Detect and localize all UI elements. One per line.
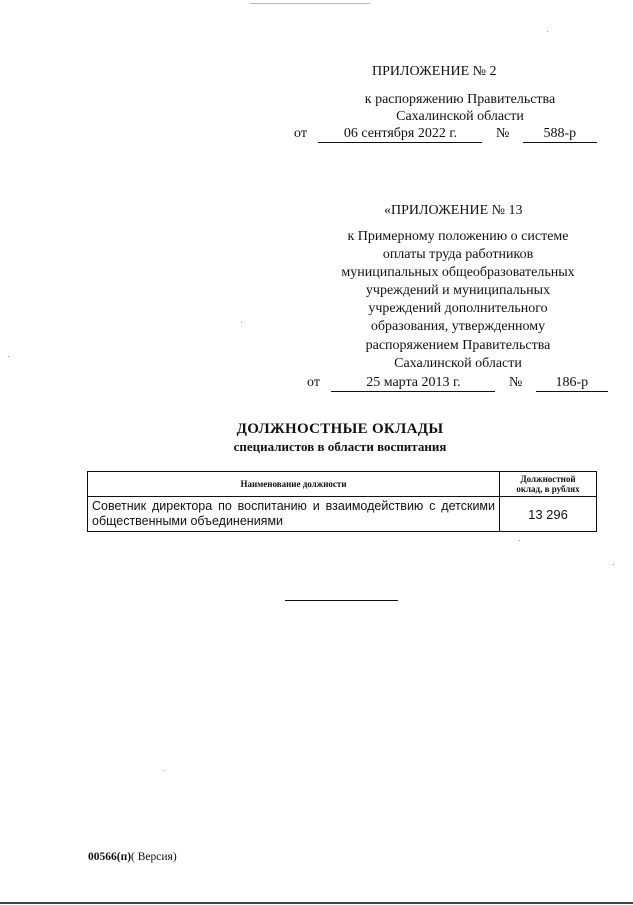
appendix13-line: учреждений и муниципальных [365,283,551,298]
page-title: ДОЛЖНОСТНЫЕ ОКЛАДЫ [236,421,444,437]
appendix2-no-label: № [495,126,510,141]
column-header-position: Наименование должности [88,472,500,497]
scan-speck [8,356,9,357]
appendix13-title: «ПРИЛОЖЕНИЕ № 13 [384,203,523,218]
footer-code-line [88,851,177,863]
scan-speck [163,770,164,771]
scan-speck [519,540,520,541]
table-row [88,497,597,532]
appendix2-line1: к распоряжению Правительства [364,92,556,107]
appendix13-line: образования, утвержденному [370,319,546,334]
scan-edge-line [250,3,370,4]
page-subtitle: специалистов в области воспитания [233,439,447,454]
appendix13-line: оплаты труда работников [382,247,534,262]
column-header-salary [500,472,597,497]
appendix13-line: распоряжением Правительства [365,338,551,353]
appendix13-line: учреждений дополнительного [368,301,548,316]
scan-bottom-edge [0,902,633,904]
appendix13-line: к Примерному положению о системе [347,229,569,244]
appendix2-from-label: от [294,126,307,141]
scan-speck [241,322,242,323]
appendix2-number: 588-р [523,126,597,143]
appendix2-title: ПРИЛОЖЕНИЕ № 2 [372,64,497,79]
footer-code: 00566(п) [88,851,132,863]
appendix2-line2: Сахалинской области [396,109,524,124]
position-cell: Советник директора по воспитанию и взаимодействию с детскими общественными объединениями [88,497,500,532]
appendix13-no-label: № [508,375,523,390]
footer-version: ( Версия) [131,851,177,863]
scan-speck [613,564,614,565]
column-header-salary-line1: Должностной [520,474,576,484]
appendix2-date: 06 сентября 2022 г. [318,126,482,143]
appendix2-ref-line [294,125,597,143]
salary-cell: 13 296 [500,497,597,532]
salary-table [87,471,597,532]
appendix13-number: 186-р [536,375,608,392]
end-separator-line [285,600,398,601]
scan-speck [547,31,548,32]
table-header-row [88,472,597,497]
appendix13-date: 25 марта 2013 г. [331,375,495,392]
column-header-salary-line2: оклад, в рублях [516,484,580,494]
appendix13-ref-line [307,374,608,392]
appendix13-line: Сахалинской области [394,356,522,371]
appendix13-line: муниципальных общеобразовательных [341,265,575,280]
appendix13-from-label: от [307,375,320,390]
